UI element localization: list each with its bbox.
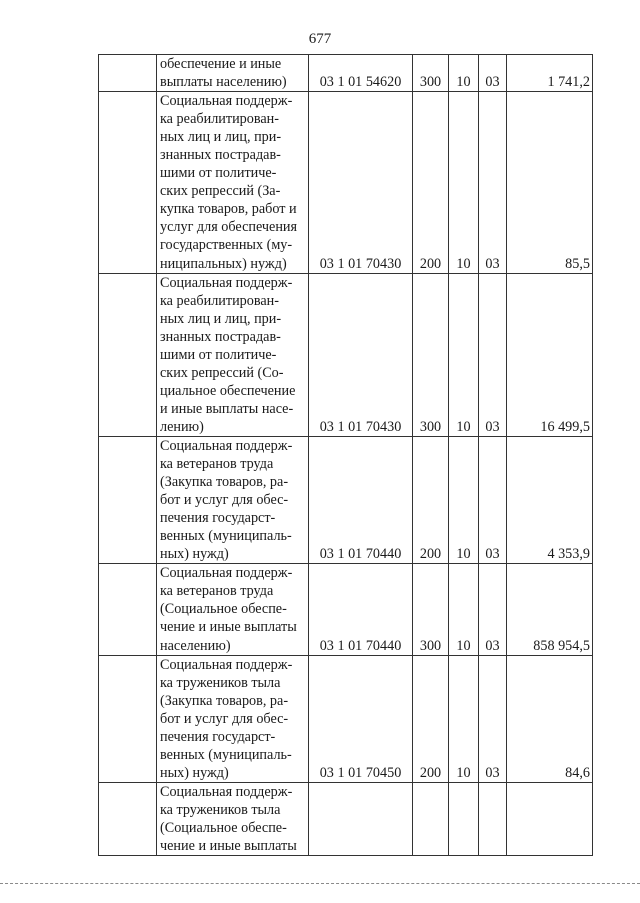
target-article-code-cell: 03 1 01 70430 xyxy=(309,273,413,436)
empty-number-cell xyxy=(99,436,157,563)
table-row xyxy=(99,92,593,273)
description-line: шими от политиче- xyxy=(160,165,277,182)
amount-cell: 858 954,5 xyxy=(507,564,593,655)
table-row xyxy=(99,564,593,655)
description-cell xyxy=(157,655,309,782)
target-article-code-cell: 03 1 01 54620 xyxy=(309,55,413,92)
description-line: Социальная поддерж- xyxy=(160,783,293,800)
description-line: и иные выплаты насе- xyxy=(160,400,294,417)
description-line: ка реабилитирован- xyxy=(160,292,279,309)
subsection-cell: 03 xyxy=(479,564,507,655)
description-line: чение и иные выплаты xyxy=(160,838,297,855)
section-cell: 10 xyxy=(449,273,479,436)
section-cell: 10 xyxy=(449,564,479,655)
description-cell xyxy=(157,273,309,436)
section-cell: 10 xyxy=(449,92,479,273)
table-body xyxy=(99,55,593,856)
expense-type-cell: 300 xyxy=(413,564,449,655)
description-line: бот и услуг для обес- xyxy=(160,710,289,727)
subsection-cell: 03 xyxy=(479,55,507,92)
empty-number-cell xyxy=(99,273,157,436)
description-line: Социальная поддерж- xyxy=(160,274,293,291)
description-line: знанных пострадав- xyxy=(160,328,281,345)
target-article-code-cell: 03 1 01 70440 xyxy=(309,564,413,655)
description-line: бот и услуг для обес- xyxy=(160,492,289,509)
description-line: лению) xyxy=(160,418,204,435)
description-line: Социальная поддерж- xyxy=(160,437,293,454)
scan-edge-line xyxy=(0,883,640,884)
description-cell xyxy=(157,436,309,563)
description-line: ка реабилитирован- xyxy=(160,111,279,128)
expense-type-cell: 300 xyxy=(413,273,449,436)
subsection-cell: 03 xyxy=(479,273,507,436)
description-line: чение и иные выплаты xyxy=(160,619,297,636)
description-line: ка ветеранов труда xyxy=(160,583,274,600)
description-line: (Закупка товаров, ра- xyxy=(160,474,289,491)
table-row xyxy=(99,55,593,92)
description-line: печения государст- xyxy=(160,728,276,745)
description-line: купка товаров, работ и xyxy=(160,201,297,218)
description-line: ка ветеранов труда xyxy=(160,456,274,473)
subsection-cell xyxy=(479,782,507,855)
empty-number-cell xyxy=(99,782,157,855)
empty-number-cell xyxy=(99,55,157,92)
description-line: ных лиц и лиц, при- xyxy=(160,310,282,327)
description-line: Социальная поддерж- xyxy=(160,93,293,110)
amount-cell: 1 741,2 xyxy=(507,55,593,92)
expense-type-cell: 300 xyxy=(413,55,449,92)
description-line: Социальная поддерж- xyxy=(160,565,293,582)
description-line: циальное обеспечение xyxy=(160,382,296,399)
description-line: Социальная поддерж- xyxy=(160,656,293,673)
description-line: ных лиц и лиц, при- xyxy=(160,129,282,146)
empty-number-cell xyxy=(99,655,157,782)
section-cell xyxy=(449,782,479,855)
description-line: услуг для обеспечения xyxy=(160,219,298,236)
amount-cell: 4 353,9 xyxy=(507,436,593,563)
description-cell xyxy=(157,564,309,655)
target-article-code-cell xyxy=(309,782,413,855)
description-line: (Социальное обеспе- xyxy=(160,819,287,836)
description-line: шими от политиче- xyxy=(160,346,277,363)
description-line: (Социальное обеспе- xyxy=(160,601,287,618)
description-line: венных (муниципаль- xyxy=(160,528,292,545)
section-cell: 10 xyxy=(449,655,479,782)
description-cell xyxy=(157,55,309,92)
section-cell: 10 xyxy=(449,436,479,563)
description-line: знанных пострадав- xyxy=(160,147,281,164)
description-cell xyxy=(157,92,309,273)
description-line: ных) нужд) xyxy=(160,546,229,563)
amount-cell: 16 499,5 xyxy=(507,273,593,436)
description-line: (Закупка товаров, ра- xyxy=(160,692,289,709)
description-line: ка тружеников тыла xyxy=(160,801,281,818)
description-line: ка тружеников тыла xyxy=(160,674,281,691)
amount-cell: 84,6 xyxy=(507,655,593,782)
section-cell: 10 xyxy=(449,55,479,92)
subsection-cell: 03 xyxy=(479,655,507,782)
description-line: ных) нужд) xyxy=(160,764,229,781)
expense-type-cell: 200 xyxy=(413,655,449,782)
description-line: ских репрессий (За- xyxy=(160,183,281,200)
table-row xyxy=(99,655,593,782)
description-line: государственных (му- xyxy=(160,237,293,254)
expense-type-cell: 200 xyxy=(413,92,449,273)
description-line: ниципальных) нужд) xyxy=(160,255,287,272)
table-row xyxy=(99,273,593,436)
table-row xyxy=(99,436,593,563)
description-line: населению) xyxy=(160,637,231,654)
empty-number-cell xyxy=(99,564,157,655)
amount-cell xyxy=(507,782,593,855)
description-line: ских репрессий (Со- xyxy=(160,364,284,381)
page-number: 677 xyxy=(308,31,332,47)
amount-cell: 85,5 xyxy=(507,92,593,273)
description-line: выплаты населению) xyxy=(160,74,287,91)
target-article-code-cell: 03 1 01 70450 xyxy=(309,655,413,782)
table-row xyxy=(99,782,593,855)
description-line: обеспечение и иные xyxy=(160,56,282,72)
expense-type-cell xyxy=(413,782,449,855)
empty-number-cell xyxy=(99,92,157,273)
description-line: венных (муниципаль- xyxy=(160,746,292,763)
subsection-cell: 03 xyxy=(479,436,507,563)
target-article-code-cell: 03 1 01 70440 xyxy=(309,436,413,563)
target-article-code-cell: 03 1 01 70430 xyxy=(309,92,413,273)
description-line: печения государст- xyxy=(160,510,276,527)
description-cell xyxy=(157,782,309,855)
budget-table xyxy=(98,54,593,856)
subsection-cell: 03 xyxy=(479,92,507,273)
expense-type-cell: 200 xyxy=(413,436,449,563)
